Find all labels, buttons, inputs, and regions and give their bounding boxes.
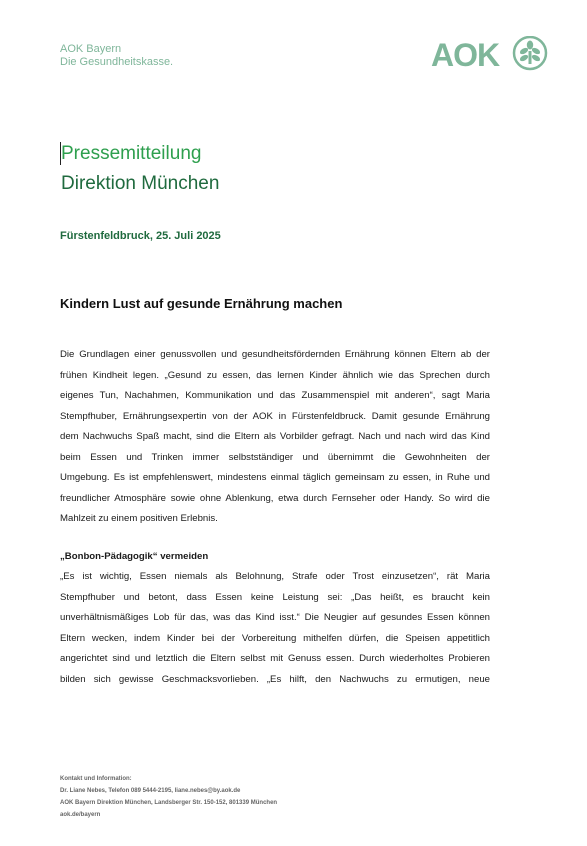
footer-contact [60, 773, 277, 821]
text-line: beim Essen und Trinken immer selbstständiger und übernimmt die Gewohnheiten der [60, 451, 490, 463]
text-line: frühen Kindheit legen. „Gesund zu essen, das lernen Kinder ähnlich wie das Sprechen durch [60, 369, 490, 381]
footer-contact-line: Dr. Liane Nebes, Telefon 089 5444-2195, liane.nebes@by.aok.de [60, 788, 241, 794]
text-line: freundlicher Atmosphäre sowie ohne Ablenkung, etwa durch Fernseher oder Handy. So wird die [60, 492, 490, 504]
footer-heading: Kontakt und Information: [60, 776, 132, 782]
aok-tree-icon [514, 37, 546, 69]
text-line: „Es ist wichtig, Essen niemals als Belohnung, Strafe oder Trost einzusetzen“, rät Maria [60, 571, 490, 582]
document-subtitle: Direktion München [61, 173, 220, 194]
paragraph-1 [60, 345, 490, 530]
text-line: eigenes Tun, Nachahmen, Kommunikation und das Zusammenspiel mit anderen“, sagt Maria [60, 390, 490, 401]
text-line: Stempfhuber und betont, dass Essen keine Leistung sei: „Das heißt, es braucht kein [60, 591, 490, 603]
text-line: dem Nachwuchs Spaß macht, sind die Eltern als Vorbilder gefragt. Nach und nach wird das Kind [60, 431, 490, 442]
brand-block [60, 43, 173, 69]
text-line: bilden sich gewisse Geschmacksvorlieben. „Es hilft, den Nachwuchs zu ermutigen, neue [60, 673, 490, 685]
aok-logo-text: AOK [431, 37, 500, 72]
dateline: Fürstenfeldbruck, 25. Juli 2025 [60, 230, 221, 242]
text-line: Mahlzeit zu einem positiven Erlebnis. [60, 513, 218, 524]
text-line: Stempfhuber, Ernährungsexpertin von der AOK in Fürstenfeldbruck. Damit gesunde Ernährung [60, 410, 490, 422]
paragraph-2 [60, 567, 490, 690]
brand-tagline: Die Gesundheitskasse. [60, 56, 174, 68]
document-title: Pressemitteilung [61, 143, 202, 164]
brand-name: AOK Bayern [60, 43, 122, 55]
text-line: angerichtet sind und letztlich die Eltern selbst mit Genuss essen. Durch wiederholtes Probieren [60, 653, 490, 664]
text-line: Umgebung. Es ist empfehlenswert, mindestens einmal täglich gemeinsam zu essen, in Ruhe und [60, 472, 490, 483]
text-line: unverhältnismäßiges Lob für das, was das Kind isst.“ Die Neugier auf gesundes Essen können [60, 612, 490, 623]
footer-web: aok.de/bayern [60, 812, 101, 818]
footer-address: AOK Bayern Direktion München, Landsberger Str. 150-152, 801339 München [60, 800, 278, 806]
text-line: Eltern wecken, indem Kinder bei der Vorbereitung mithelfen dürfen, die Speisen appetitlich [60, 632, 490, 644]
article-headline: Kindern Lust auf gesunde Ernährung machen [60, 296, 343, 311]
text-line: Die Grundlagen einer genussvollen und gesundheitsfördernden Ernährung können Eltern ab der [60, 349, 490, 360]
aok-logo [431, 36, 551, 72]
section-subheading: „Bonbon-Pädagogik“ vermeiden [60, 551, 209, 562]
